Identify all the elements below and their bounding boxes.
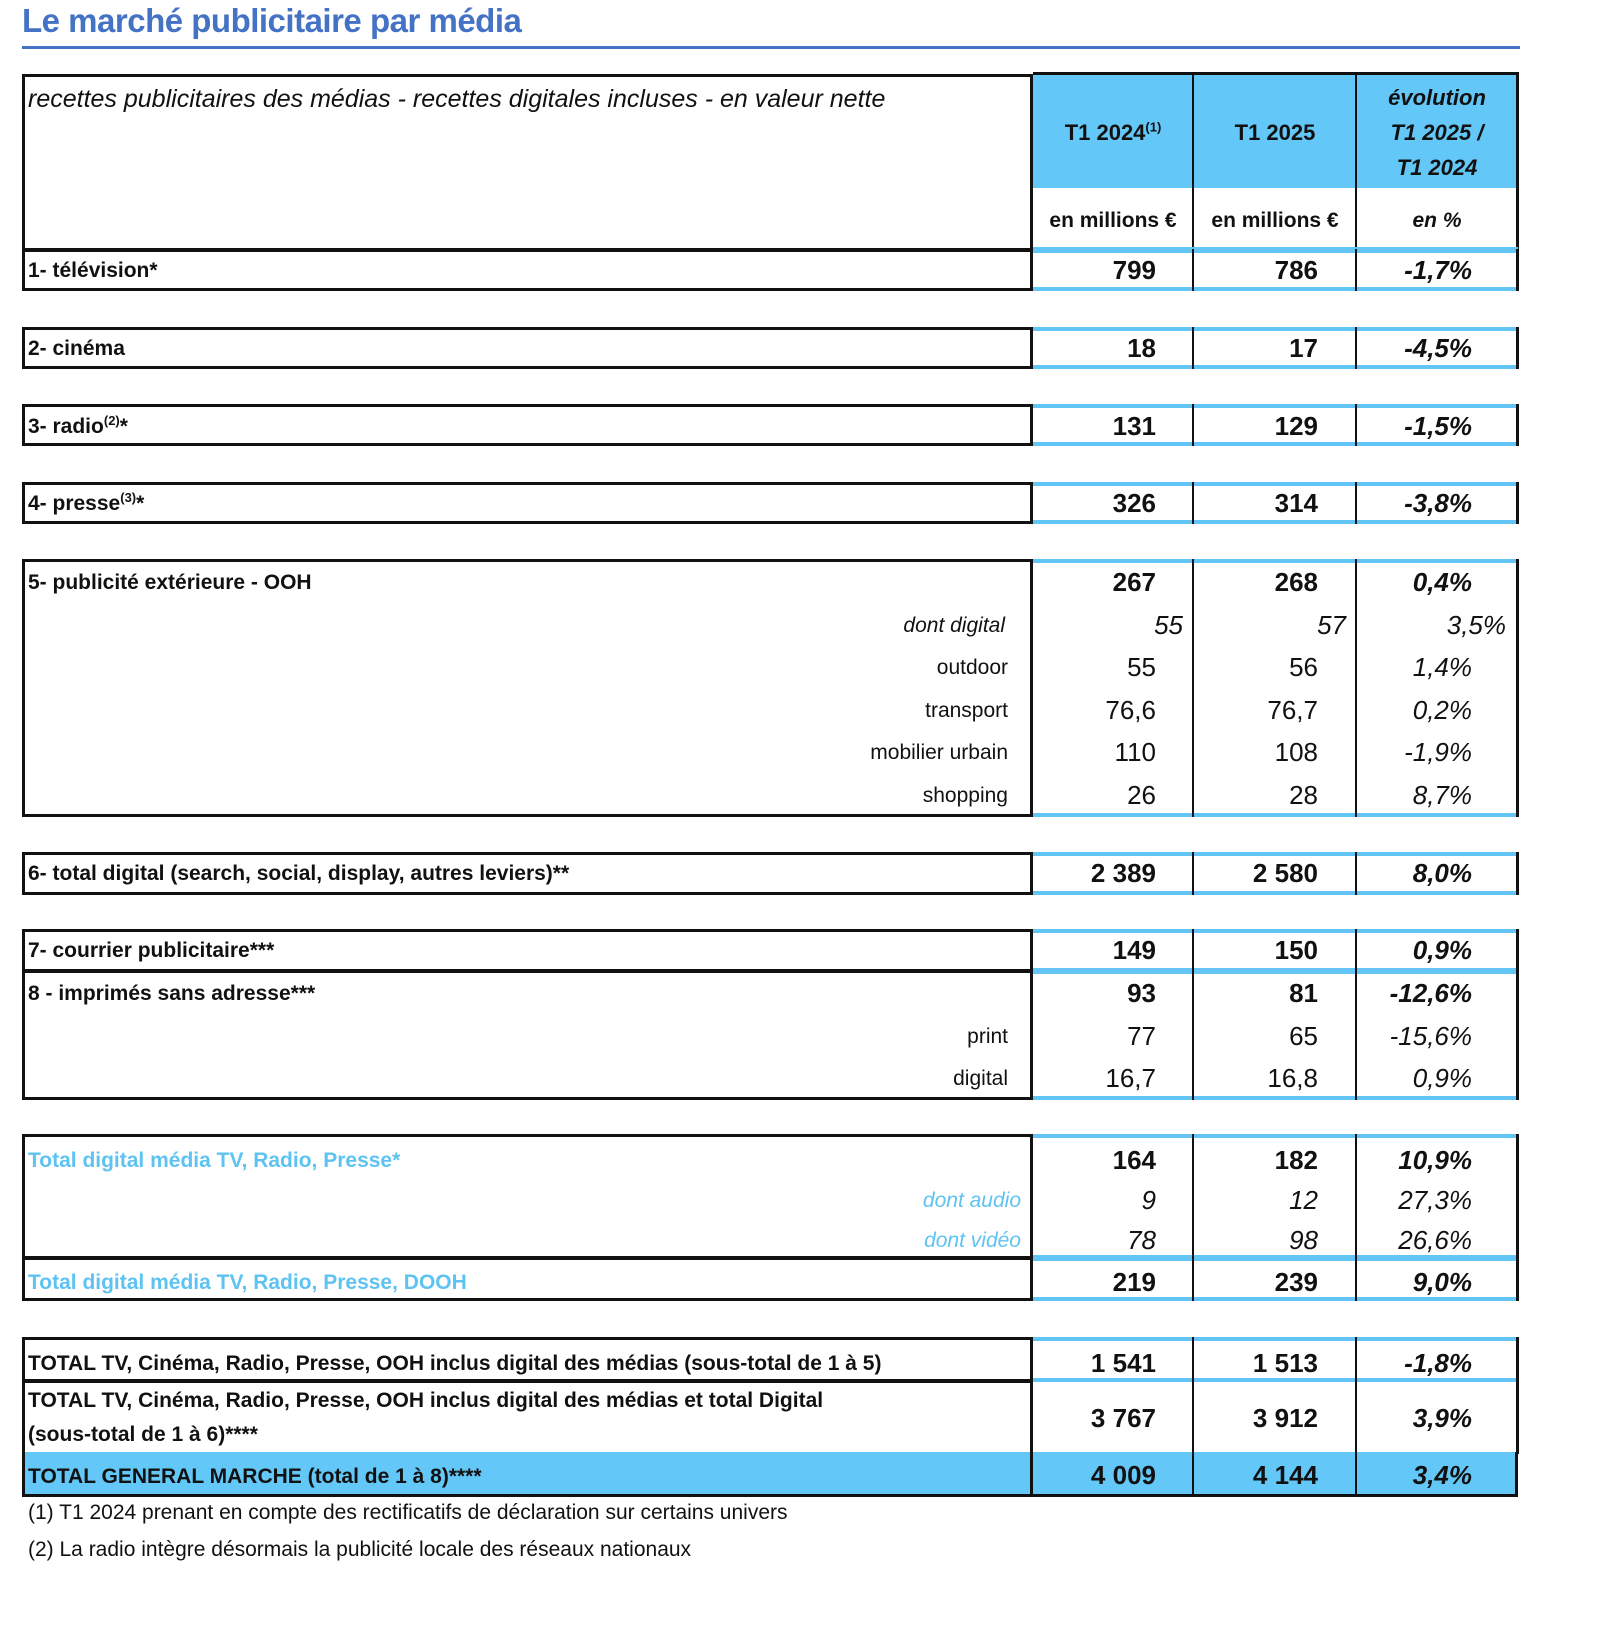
courrier-label: 7- courrier publicitaire*** (28, 939, 275, 962)
table-right-border (1516, 482, 1519, 524)
footnote-ref: (1) (1145, 119, 1162, 135)
page-title: Le marché publicitaire par média (22, 2, 522, 39)
total-1-6-t1-2024: 3 767 (1090, 1403, 1156, 1433)
row-top-line (1033, 1337, 1518, 1341)
table-right-border (1516, 1134, 1519, 1259)
col-divider (1192, 404, 1194, 446)
radio-evolution: -1,5% (1404, 411, 1472, 441)
table-right-border (1516, 559, 1519, 817)
total-1-5-t1-2025: 1 513 (1252, 1348, 1318, 1378)
col-header-evolution-1: évolution (1388, 85, 1486, 110)
ooh-transport-t1-2025: 76,7 (1267, 695, 1318, 725)
digital-media-dooh-t1-2024: 219 (1112, 1267, 1156, 1297)
label-text: 4- presse (28, 492, 121, 515)
isa-digital-t1-2025: 16,8 (1267, 1063, 1318, 1093)
digital-media-audio-t1-2025: 12 (1289, 1185, 1318, 1215)
digital-media-video-t1-2024: 78 (1127, 1225, 1156, 1255)
ooh-t1-2024: 267 (1112, 567, 1156, 597)
row-television-label-cell (22, 249, 1033, 291)
cinema-t1-2025: 17 (1289, 333, 1318, 363)
row-top-line (1033, 970, 1518, 974)
footnote-1: (1) T1 2024 prenant en compte des rectificatifs de déclaration sur certains univers (28, 1501, 788, 1524)
row-bottom-line (1033, 891, 1518, 895)
row-top-line (1033, 249, 1518, 253)
col-divider (1355, 929, 1357, 972)
col-divider (1355, 482, 1357, 524)
isa-t1-2025: 81 (1289, 978, 1318, 1008)
unit-evolution: en % (1412, 209, 1462, 232)
col-divider (1355, 1257, 1357, 1301)
ooh-shopping-evolution: 8,7% (1412, 780, 1472, 810)
header-top-border (1033, 72, 1519, 75)
total-general-evolution: 3,4% (1412, 1460, 1472, 1490)
ooh-shopping-label: shopping (922, 784, 1008, 807)
col-divider (1355, 559, 1357, 817)
row-bottom-line (1033, 520, 1518, 524)
courrier-evolution: 0,9% (1412, 935, 1472, 965)
row-ooh-label-cell (22, 559, 1033, 817)
table-right-border (1516, 929, 1519, 972)
isa-evolution: -12,6% (1389, 978, 1472, 1008)
table-right-border (1516, 852, 1519, 895)
digital-media-t1-2025: 182 (1274, 1145, 1318, 1175)
digital-media-t1-2024: 164 (1112, 1145, 1156, 1175)
col-divider (1192, 559, 1194, 817)
col-divider (1192, 1337, 1194, 1382)
label-suffix: * (119, 415, 128, 438)
table-right-border (1516, 404, 1519, 446)
col-divider (1192, 970, 1194, 1100)
unit-t1-2024: en millions € (1049, 209, 1177, 232)
isa-print-t1-2025: 65 (1289, 1021, 1318, 1051)
presse-evolution: -3,8% (1404, 488, 1472, 518)
digital-media-dooh-evolution: 9,0% (1412, 1267, 1472, 1297)
col-divider (1355, 970, 1357, 1100)
digital-media-evolution: 10,9% (1398, 1145, 1472, 1175)
digital-media-video-evolution: 26,6% (1398, 1225, 1472, 1255)
col-divider (1192, 852, 1194, 895)
row-presse-label-cell (22, 482, 1033, 524)
row-bottom-line (1033, 813, 1518, 817)
total-1-6-label-line2: (sous-total de 1 à 6)**** (28, 1423, 258, 1446)
digital-media-video-t1-2025: 98 (1289, 1225, 1318, 1255)
ooh-shopping-t1-2024: 26 (1127, 780, 1156, 810)
col-divider (1030, 1452, 1033, 1497)
digital-media-label: Total digital média TV, Radio, Presse* (28, 1149, 401, 1172)
digital-media-audio-label: dont audio (922, 1189, 1021, 1212)
ooh-dont-digital-label: dont digital (903, 614, 1005, 637)
col-header-t1-2024-label: T1 2024 (1064, 120, 1146, 145)
col-divider (1192, 482, 1194, 524)
col-divider (1192, 1452, 1194, 1497)
col-header-t1-2025: T1 2025 (1234, 120, 1316, 145)
footnote-ref: (3) (120, 490, 137, 505)
presse-t1-2024: 326 (1112, 488, 1156, 518)
total-general-t1-2024: 4 009 (1090, 1460, 1156, 1490)
col-divider (1192, 327, 1194, 369)
table-right-border (1516, 970, 1519, 1100)
isa-digital-evolution: 0,9% (1412, 1063, 1472, 1093)
courrier-t1-2025: 150 (1274, 935, 1318, 965)
row-top-line (1033, 482, 1518, 486)
col-header-evolution-3: T1 2024 (1396, 155, 1478, 180)
ooh-dont-digital-t1-2024: 55 (1154, 610, 1183, 640)
ooh-transport-evolution: 0,2% (1412, 695, 1472, 725)
digital-media-dooh-t1-2025: 239 (1274, 1267, 1318, 1297)
cinema-evolution: -4,5% (1404, 333, 1472, 363)
radio-t1-2025: 129 (1274, 411, 1318, 441)
isa-digital-label: digital (953, 1067, 1008, 1090)
row-top-line (1033, 1134, 1518, 1138)
label-suffix: * (136, 492, 145, 515)
col-divider (1192, 1134, 1194, 1259)
footnote-2: (2) La radio intègre désormais la publicité locale des réseaux nationaux (28, 1538, 692, 1561)
total-1-6-t1-2025: 3 912 (1252, 1403, 1318, 1433)
ooh-outdoor-label: outdoor (936, 656, 1008, 679)
col-divider (1355, 1380, 1357, 1454)
col-divider (1355, 249, 1357, 291)
ooh-outdoor-evolution: 1,4% (1412, 652, 1472, 682)
television-t1-2025: 786 (1274, 255, 1318, 285)
col-divider (1192, 1380, 1194, 1454)
col-divider (1355, 852, 1357, 895)
row-cinema-label-cell (22, 327, 1033, 369)
television-t1-2024: 799 (1112, 255, 1156, 285)
row-top-line (1033, 1257, 1518, 1261)
ooh-shopping-t1-2025: 28 (1289, 780, 1318, 810)
total-1-5-label: TOTAL TV, Cinéma, Radio, Presse, OOH inclus digital des médias (sous-total de 1 à 5) (28, 1352, 882, 1375)
isa-digital-t1-2024: 16,7 (1105, 1063, 1156, 1093)
ooh-dont-digital-t1-2025: 57 (1317, 610, 1346, 640)
col-divider (1355, 327, 1357, 369)
row-top-line (1033, 929, 1518, 933)
ooh-dont-digital-evolution: 3,5% (1446, 610, 1506, 640)
total-general-label: TOTAL GENERAL MARCHE (total de 1 à 8)**** (28, 1465, 482, 1488)
total-general-t1-2025: 4 144 (1252, 1460, 1318, 1490)
digital-media-audio-evolution: 27,3% (1398, 1185, 1472, 1215)
row-top-line (1033, 404, 1518, 408)
isa-print-evolution: -15,6% (1389, 1021, 1472, 1051)
row-top-line (1033, 852, 1518, 856)
row-top-line (1033, 559, 1518, 563)
radio-t1-2024: 131 (1112, 411, 1156, 441)
col-divider (1355, 1337, 1357, 1382)
cinema-t1-2024: 18 (1127, 333, 1156, 363)
isa-print-t1-2024: 77 (1127, 1021, 1156, 1051)
total-digital-t1-2024: 2 389 (1090, 858, 1156, 888)
digital-media-video-label: dont vidéo (924, 1229, 1021, 1252)
col-divider (1192, 249, 1194, 291)
ooh-mobilier-urbain-evolution: -1,9% (1404, 737, 1472, 767)
title-underline (22, 46, 1520, 49)
table-right-border (1516, 1257, 1519, 1301)
cinema-label: 2- cinéma (28, 337, 125, 360)
courrier-t1-2024: 149 (1112, 935, 1156, 965)
ooh-t1-2025: 268 (1274, 567, 1318, 597)
col-divider (1192, 929, 1194, 972)
table-right-border (1516, 1337, 1519, 1382)
table-right-border (1516, 1380, 1519, 1454)
ooh-transport-label: transport (925, 699, 1008, 722)
ooh-mobilier-urbain-t1-2024: 110 (1114, 737, 1156, 767)
ooh-label: 5- publicité extérieure - OOH (28, 571, 312, 594)
total-1-5-evolution: -1,8% (1404, 1348, 1472, 1378)
digital-media-dooh-label: Total digital média TV, Radio, Presse, DOOH (28, 1271, 467, 1294)
row-top-line (1033, 327, 1518, 331)
table-right-border (1516, 327, 1519, 369)
col-header-t1-2024 (1033, 120, 1193, 146)
total-1-6-label-line1: TOTAL TV, Cinéma, Radio, Presse, OOH inclus digital des médias et total Digital (28, 1389, 824, 1412)
ooh-transport-t1-2024: 76,6 (1105, 695, 1156, 725)
isa-label: 8 - imprimés sans adresse*** (28, 982, 316, 1005)
table-right-border (1516, 249, 1519, 291)
row-bottom-line (1033, 365, 1518, 369)
presse-label (28, 491, 144, 517)
row-bottom-line (1033, 287, 1518, 291)
television-label: 1- télévision* (28, 259, 158, 282)
total-1-6-evolution: 3,9% (1412, 1403, 1472, 1433)
ooh-outdoor-t1-2025: 56 (1289, 652, 1318, 682)
ooh-mobilier-urbain-label: mobilier urbain (870, 741, 1008, 764)
total-digital-label: 6- total digital (search, social, display, autres leviers)** (28, 862, 570, 885)
col-header-evolution-2: T1 2025 / (1390, 120, 1484, 145)
col-divider (1355, 404, 1357, 446)
col-divider (1355, 1452, 1357, 1497)
label-text: 3- radio (28, 415, 104, 438)
radio-label (28, 414, 128, 440)
total-digital-evolution: 8,0% (1412, 858, 1472, 888)
isa-t1-2024: 93 (1127, 978, 1156, 1008)
col-divider (1192, 1257, 1194, 1301)
digital-media-audio-t1-2024: 9 (1141, 1185, 1156, 1215)
isa-print-label: print (967, 1025, 1008, 1048)
unit-t1-2025: en millions € (1211, 209, 1339, 232)
footnote-ref: (2) (103, 413, 120, 428)
presse-t1-2025: 314 (1274, 488, 1318, 518)
ooh-outdoor-t1-2024: 55 (1127, 652, 1156, 682)
ooh-mobilier-urbain-t1-2025: 108 (1274, 737, 1318, 767)
row-bottom-line (1033, 442, 1518, 446)
total-1-5-t1-2024: 1 541 (1090, 1348, 1156, 1378)
ooh-evolution: 0,4% (1412, 567, 1472, 597)
header-description: recettes publicitaires des médias - recettes digitales incluses - en valeur nette (28, 85, 886, 113)
row-radio-label-cell (22, 404, 1033, 446)
television-evolution: -1,7% (1404, 255, 1472, 285)
col-divider (1355, 1134, 1357, 1259)
total-digital-t1-2025: 2 580 (1252, 858, 1318, 888)
row-bottom-line (1033, 1096, 1518, 1100)
